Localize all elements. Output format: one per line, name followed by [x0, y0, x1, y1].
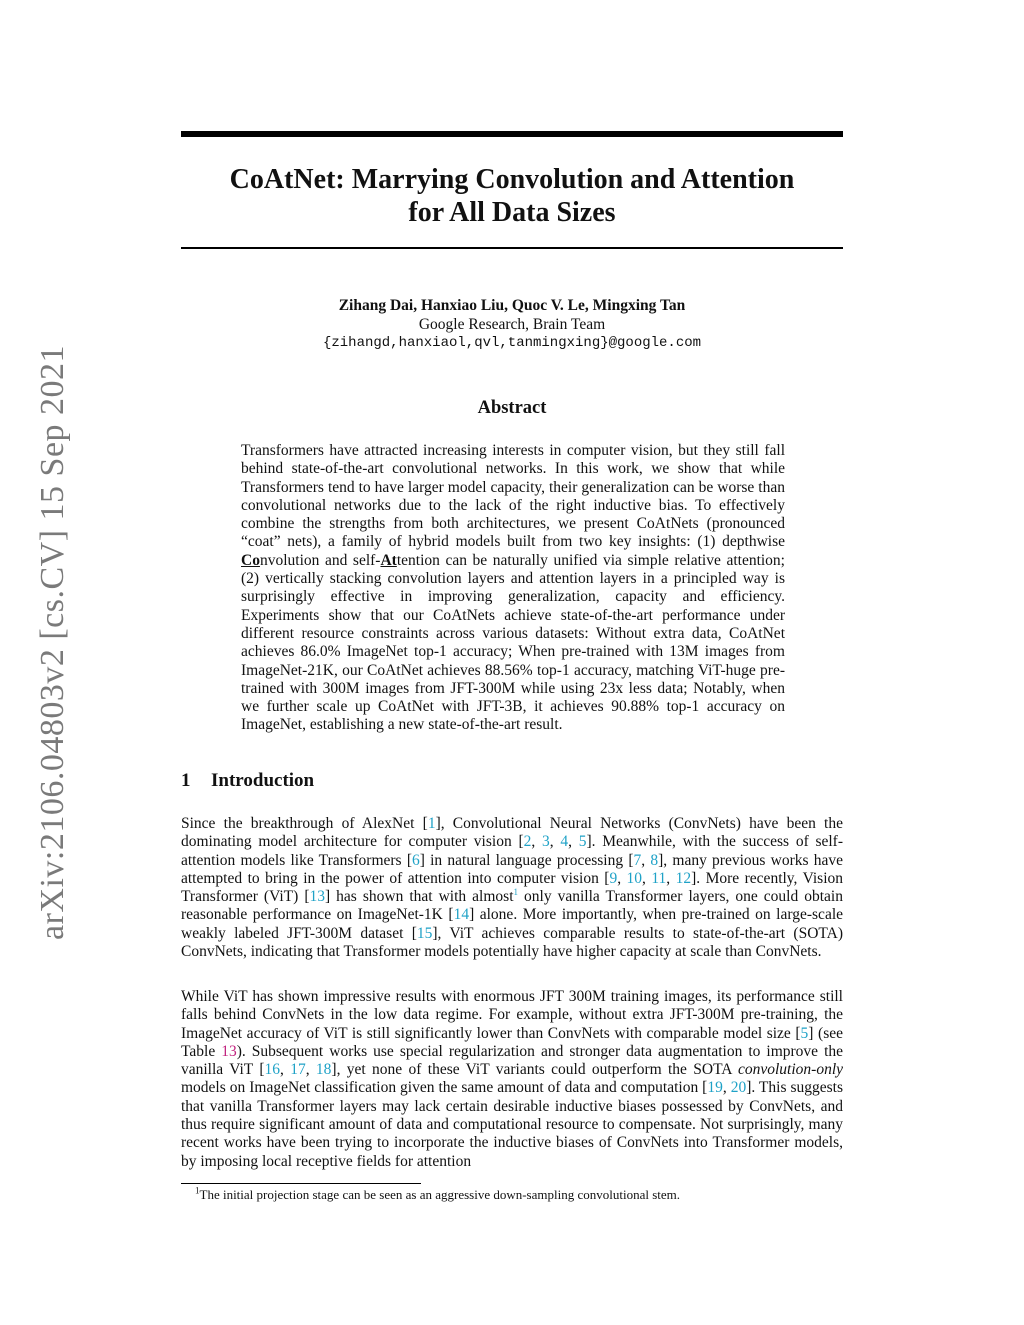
section-title: Introduction	[211, 770, 315, 791]
abstract-text: tention can be naturally unified via simple relative attention; (2) vertically stacking convolution layers and attention layers in a principled way is surprisingly effective in improving generalization, capacity and efficiency. Experiments show that our CoAtNets achieve state-of-the-art performance under different resource constraints across various datasets: Without extra data, CoAtNet achieves 86.0% ImageNet top-1 accuracy; When pre-trained with 13M images from ImageNet-21K, our CoAtNet achieves 88.56% top-1 accuracy, matching ViT-huge pre-trained with 300M images from JFT-300M while using 23x less data; Notably, when we further scale up CoAtNet with JFT-3B, it achieves 90.88% top-1 accuracy on ImageNet, establishing a new state-of-the-art result.	[241, 551, 785, 734]
citation-link[interactable]: 8	[650, 851, 659, 869]
title-line-1: CoAtNet: Marrying Convolution and Attention	[229, 164, 795, 195]
title-line-2: for All Data Sizes	[408, 197, 616, 228]
footnote-number: 1	[195, 1185, 200, 1196]
citation-link[interactable]: 20	[730, 1079, 747, 1097]
citation-link[interactable]: 19	[707, 1079, 723, 1097]
author-names: Zihang Dai, Hanxiao Liu, Quoc V. Le, Mingxing Tan	[338, 297, 686, 314]
citation-link[interactable]: 12	[675, 869, 692, 887]
citation-link[interactable]: 3	[541, 833, 550, 851]
table-ref-link[interactable]: 13	[221, 1042, 237, 1060]
title-bottom-rule	[181, 247, 843, 249]
citation-link[interactable]: 5	[800, 1024, 809, 1042]
citation-link[interactable]: 9	[609, 869, 618, 887]
citation-link[interactable]: 5	[578, 833, 587, 851]
citation-link[interactable]: 4	[560, 833, 569, 851]
citation-link[interactable]: 17	[290, 1061, 306, 1079]
emphasis-text: convolution-only	[737, 1061, 844, 1079]
section-heading-introduction	[181, 770, 314, 792]
abstract-body	[241, 442, 785, 735]
footnote-mark[interactable]: 1	[513, 887, 519, 898]
footnote-rule	[181, 1183, 421, 1184]
author-emails: {zihangd,hanxiaol,qvl,tanmingxing}@google.com	[322, 335, 702, 351]
paper-title	[181, 163, 843, 229]
citation-link[interactable]: 11	[651, 869, 667, 887]
citation-link[interactable]: 1	[427, 815, 436, 832]
citation-link[interactable]: 10	[626, 869, 643, 887]
title-top-rule	[181, 131, 843, 137]
section-number: 1	[181, 770, 191, 791]
abstract-at-emphasis: At	[380, 551, 397, 569]
abstract-text: Transformers have attracted increasing interests in computer vision, but they still fall behind state-of-the-art convolutional networks. In this work, we show that while Transformers tend to have larger model capacity, their generalization can be worse than convolutional networks due to the lack of the right inductive bias. To effectively combine the strengths from both architectures, we present CoAtNets (pronounced “coat” nets), a family of hybrid models built from two key insights: (1) depthwise	[241, 442, 785, 551]
citation-link[interactable]: 13	[309, 888, 325, 906]
abstract-heading: Abstract	[477, 398, 547, 418]
affiliation: Google Research, Brain Team	[418, 316, 606, 333]
footnote	[195, 1187, 680, 1203]
citation-link[interactable]: 15	[416, 924, 433, 942]
citation-link[interactable]: 2	[523, 833, 532, 851]
author-block	[181, 296, 843, 353]
intro-paragraph-1: Since the breakthrough of AlexNet [1], Convolutional Neural Networks (ConvNets) have been the dominating model architecture for computer vision [2, 3, 4, 5]. Meanwhile, with the success of self-attention models like Transformers [6] in natural language processing [7, 8], many previous works have attempted to bring in the power of attention into computer vision [9, 10, 11, 12]. More recently, Vision Transformer (ViT) [13] has shown that with almost$^1$ only vanilla Transformer layers, one could obtain reasonable performance on ImageNet-1K [14] alone. More importantly, when pre-trained on large-scale weakly labeled JFT-300M dataset [15], ViT achieves comparable results to state-of-the-art (SOTA) ConvNets, indicating that Transformer models potentially have higher capacity at scale than ConvNets.	[181, 815, 844, 961]
abstract-text: nvolution and self-	[259, 551, 381, 569]
citation-link[interactable]: 6	[411, 851, 420, 869]
citation-link[interactable]: 16	[264, 1061, 280, 1079]
abstract-co-emphasis: Co	[241, 551, 260, 569]
citation-link[interactable]: 18	[315, 1061, 332, 1079]
intro-paragraph-2: While ViT has shown impressive results with enormous JFT 300M training images, its performance still falls behind ConvNets in the low data regime. For example, without extra JFT-300M pre-training, the ImageNet accuracy of ViT is still significantly lower than ConvNets with comparable model size [5] (see Table 13). Subsequent works use special regularization and stronger data augmentation to improve the vanilla ViT [16, 17, 18], yet none of these ViT variants could outperform the SOTA convolution-only models on ImageNet classification given the same amount of data and computation [19, 20]. This suggests that vanilla Transformer layers may lack certain desirable inductive biases possessed by ConvNets, and thus require significant amount of data and computational resource to compensate. Not surprisingly, many recent works have been trying to incorporate the inductive biases of ConvNets into Transformer models, by imposing local receptive fields for attention	[181, 988, 844, 1170]
arxiv-stamp: arXiv:2106.04803v2 [cs.CV] 15 Sep 2021	[34, 344, 71, 940]
citation-link[interactable]: 14	[453, 906, 470, 924]
citation-link[interactable]: 7	[633, 851, 642, 869]
footnote-text: The initial projection stage can be seen as an aggressive down-sampling convolutional stem.	[199, 1187, 681, 1202]
